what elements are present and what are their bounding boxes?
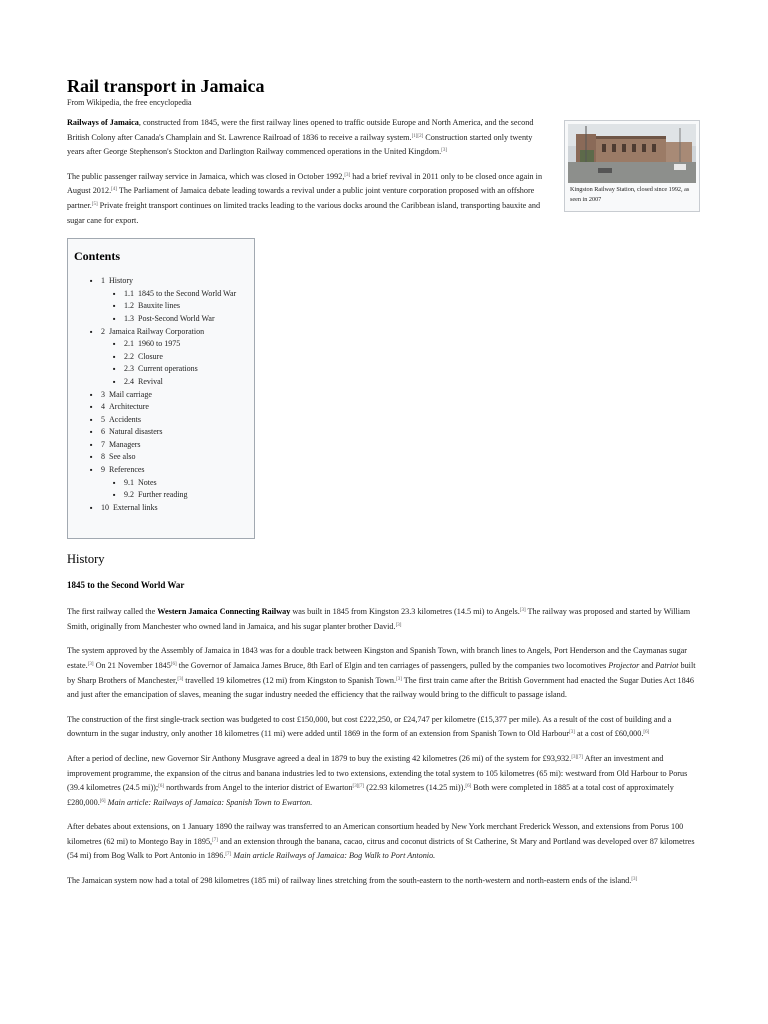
citation[interactable]: [3][7]: [352, 784, 365, 790]
citation[interactable]: [6]: [465, 784, 472, 790]
text: After debates about extensions, on 1 January 1890 the railway was transferred to an American consortium headed by New York merchant Frederick Wesson, and extensions from Porus 100 kilometres (62 mi) to Montego Bay in 1895,: [67, 822, 684, 846]
text: The Parliament of Jamaica debate leading towards a revival under a public joint venture corporation proposed with an offshore partner.: [67, 186, 535, 210]
citation[interactable]: [6]: [643, 730, 650, 736]
toc-item-number: 10: [101, 502, 109, 512]
toc-item-label: Accidents: [109, 414, 141, 424]
toc-item-number: 9.2: [124, 490, 134, 500]
toc-item-label: Bauxite lines: [138, 301, 180, 311]
table-of-contents: [67, 238, 255, 539]
toc-item-label: 1845 to the Second World War: [138, 288, 237, 298]
text: Both were completed in 1885 at a total cost of approximately £280,000.: [67, 783, 674, 807]
text: built by Sharp Brothers of Manchester,: [67, 660, 696, 685]
page-tagline: From Wikipedia, the free encyclopedia: [67, 98, 192, 107]
citation[interactable]: [3]: [441, 148, 448, 154]
toc-item-number: 2.2: [124, 351, 134, 361]
locomotive-name: Projector: [608, 660, 640, 670]
text: The public passenger railway service in Jamaica, which was closed in October 1992,: [67, 171, 345, 181]
text: The first railway called the: [67, 607, 158, 617]
toc-item-number: 1: [101, 276, 105, 286]
text: northwards from Angel to the interior district of Ewarton: [164, 783, 353, 793]
citation[interactable]: [1][2]: [411, 133, 424, 139]
text: The Jamaican system now had a total of 298 kilometres (185 mi) of railway lines stretching from the south-eastern to the north-western and north-eastern ends of the island.: [67, 876, 632, 886]
main-article-link[interactable]: Main article: Railways of Jamaica: Spanish Town to Ewarton.: [105, 797, 313, 807]
toc-item-label: See also: [109, 452, 136, 462]
section-heading-history: History: [67, 552, 105, 567]
toc-item-label: Natural disasters: [109, 427, 163, 437]
citation[interactable]: [3]: [344, 172, 351, 178]
article-subject: Railways of Jamaica: [67, 118, 139, 127]
toc-item[interactable]: [74, 275, 248, 288]
history-paragraph-4: [67, 752, 702, 810]
toc-title: Contents: [74, 249, 121, 264]
toc-item-label: Mail carriage: [109, 389, 152, 399]
toc-item-label: Current operations: [138, 364, 198, 374]
citation[interactable]: [4]: [111, 187, 117, 193]
toc-item[interactable]: [74, 351, 248, 364]
toc-item[interactable]: [74, 414, 248, 427]
text: After an investment and improvement programme, the expansion of the citrus and banana industries led to two extensions, extending the total system to 105 kilometres (65 mi): westward from Old Harbour to Porus (39.4 kilometres (24.5 mi));: [67, 753, 688, 793]
toc-item-number: 2.1: [124, 339, 134, 349]
toc-item-label: Notes: [138, 477, 157, 487]
text: (22.93 kilometres (14.25 mi)).: [364, 783, 466, 793]
page-title: Rail transport in Jamaica: [67, 76, 265, 96]
toc-item-label: Revival: [138, 376, 163, 386]
text: the Governor of Jamaica James Bruce, 8th Earl of Elgin and ten carriages of passengers, pulled by the companies two locomotives: [176, 660, 609, 670]
toc-item-number: 1.2: [124, 301, 134, 311]
toc-item-number: 1.3: [124, 313, 134, 323]
toc-item-number: 8: [101, 452, 105, 462]
toc-list: [74, 275, 248, 514]
citation[interactable]: [7]: [225, 852, 232, 858]
thumbnail-caption: Kingston Railway Station, closed since 1992, as seen in 2007: [570, 186, 690, 203]
history-paragraph-2: [67, 644, 702, 702]
citation[interactable]: [3][7]: [571, 754, 583, 760]
subsection-heading: 1845 to the Second World War: [67, 580, 185, 591]
text: was built in 1845 from Kingston 23.3 kilometres (14.5 mi) to Angels.: [290, 607, 520, 617]
toc-item-label: Managers: [109, 439, 141, 449]
toc-item[interactable]: [74, 338, 248, 351]
citation[interactable]: [6]: [170, 661, 177, 667]
toc-item-label: Closure: [138, 351, 163, 361]
text: travelled 19 kilometres (12 mi) from Kingston to Spanish Town.: [183, 675, 397, 685]
railway-name: Western Jamaica Connecting Railway: [157, 607, 291, 617]
history-paragraph-3: [67, 713, 702, 742]
text: and: [639, 660, 656, 670]
toc-item-label: Further reading: [138, 490, 188, 500]
toc-item[interactable]: [74, 363, 248, 376]
text: Private freight transport continues on limited tracks leading to the various docks around the Caribbean island, transporting bauxite and sugar cane for export.: [67, 200, 541, 225]
citation[interactable]: [3]: [631, 877, 638, 883]
toc-item[interactable]: [74, 451, 248, 464]
toc-item-number: 2.4: [124, 376, 134, 386]
text: On 21 November 1845: [93, 660, 171, 670]
toc-item[interactable]: [74, 439, 248, 452]
toc-item-number: 9.1: [124, 477, 134, 487]
toc-item[interactable]: [74, 288, 248, 301]
text: and an extension through the banana, cacao, citrus and coconut districts of St Catherine, St Mary and Portland was developed over 87 kilometres (54 mi) from Bog Walk to Port Antonio in 1896.: [67, 836, 695, 861]
toc-item[interactable]: [74, 426, 248, 439]
toc-item-label: History: [109, 276, 133, 286]
text: The first train came after the British Government had enacted the Sugar Duties Act 1846 and just after the emancipation of slaves, meaning the sugar industry needed the efficiency that the railway would bring to the difficult to passage island.: [67, 675, 694, 700]
toc-item-label: 1960 to 1975: [138, 339, 181, 349]
toc-item[interactable]: [74, 300, 248, 313]
kingston-station-photo: [568, 124, 696, 183]
text: The system approved by the Assembly of Jamaica in 1843 was for a double track between Kingston and Spanish Town, with branch lines to Angels, Port Henderson and the Caymanas sugar estate.: [67, 646, 688, 670]
text: , constructed from 1845, were the first railway lines opened to traffic outside Europe and North America, and the second British Colony after Canada's Champlain and St. Lawrence Railroad of 1836 to receive a railway system.: [67, 118, 534, 142]
text: Construction started only twenty years after George Stephenson's Stockton and Darlington Railway commenced operations in the United Kingdom.: [67, 132, 533, 157]
citation[interactable]: [3]: [396, 676, 402, 682]
text: The construction of the first single-track section was budgeted to cost £150,000, but cost £222,250, or £24,747 per kilometre (£15,377 per mile). As a result of the cost of building and a downturn in the sugar industry, only another 18 kilometres (11 mi) were added until 1869 in the form of an extension from Spanish Town to Old Harbour: [67, 714, 672, 739]
toc-item[interactable]: [74, 464, 248, 477]
citation[interactable]: [3]: [87, 661, 94, 667]
toc-item-number: 2.3: [124, 364, 134, 374]
citation[interactable]: [3]: [569, 730, 575, 736]
lead-paragraph-1: [67, 116, 550, 160]
text: The railway was proposed and started by William Smith, originally from Manchester who owned land in Jamaica, and his sugar planter brother David.: [67, 607, 691, 631]
toc-item-number: 7: [101, 439, 105, 449]
toc-item-label: Architecture: [109, 402, 149, 412]
locomotive-name: Patriot: [655, 660, 679, 670]
toc-item[interactable]: [74, 502, 248, 515]
toc-item-number: 2: [101, 326, 105, 336]
citation[interactable]: [5]: [91, 201, 98, 207]
toc-item-label: External links: [113, 502, 158, 512]
toc-item-number: 9: [101, 465, 105, 475]
citation[interactable]: [6]: [158, 784, 165, 790]
station-thumbnail[interactable]: [564, 120, 700, 212]
text: at a cost of £60,000.: [574, 729, 644, 739]
toc-item-label: Post-Second World War: [138, 313, 215, 323]
citation[interactable]: [3]: [177, 676, 184, 682]
text: had a brief revival in 2011 only to be closed once again in August 2012.: [67, 171, 543, 196]
history-paragraph-1: [67, 605, 702, 634]
lead-paragraph-2: [67, 170, 550, 228]
toc-item[interactable]: [74, 313, 248, 326]
history-paragraph-5: [67, 820, 702, 864]
citation[interactable]: [3]: [395, 622, 402, 628]
toc-item-number: 3: [101, 389, 105, 399]
toc-item[interactable]: [74, 376, 248, 389]
toc-item-label: Jamaica Railway Corporation: [109, 326, 205, 336]
toc-item-number: 6: [101, 427, 105, 437]
citation[interactable]: [3]: [519, 608, 526, 614]
toc-item-number: 1.1: [124, 288, 134, 298]
citation[interactable]: [6]: [99, 798, 106, 804]
toc-item-number: 4: [101, 402, 105, 412]
citation[interactable]: [7]: [212, 837, 218, 843]
toc-item[interactable]: [74, 326, 248, 339]
toc-item-number: 5: [101, 414, 105, 424]
toc-item[interactable]: [74, 401, 248, 414]
toc-item[interactable]: [74, 477, 248, 490]
toc-item-label: References: [109, 465, 145, 475]
toc-item[interactable]: [74, 389, 248, 402]
toc-item[interactable]: [74, 489, 248, 502]
text: After a period of decline, new Governor Sir Anthony Musgrave agreed a deal in 1879 to buy the existing 42 kilometres (26 mi) of the system for £93,932.: [67, 753, 572, 763]
main-article-link[interactable]: Main article Railways of Jamaica: Bog Walk to Port Antonio.: [231, 851, 436, 861]
history-paragraph-6: [67, 874, 702, 889]
